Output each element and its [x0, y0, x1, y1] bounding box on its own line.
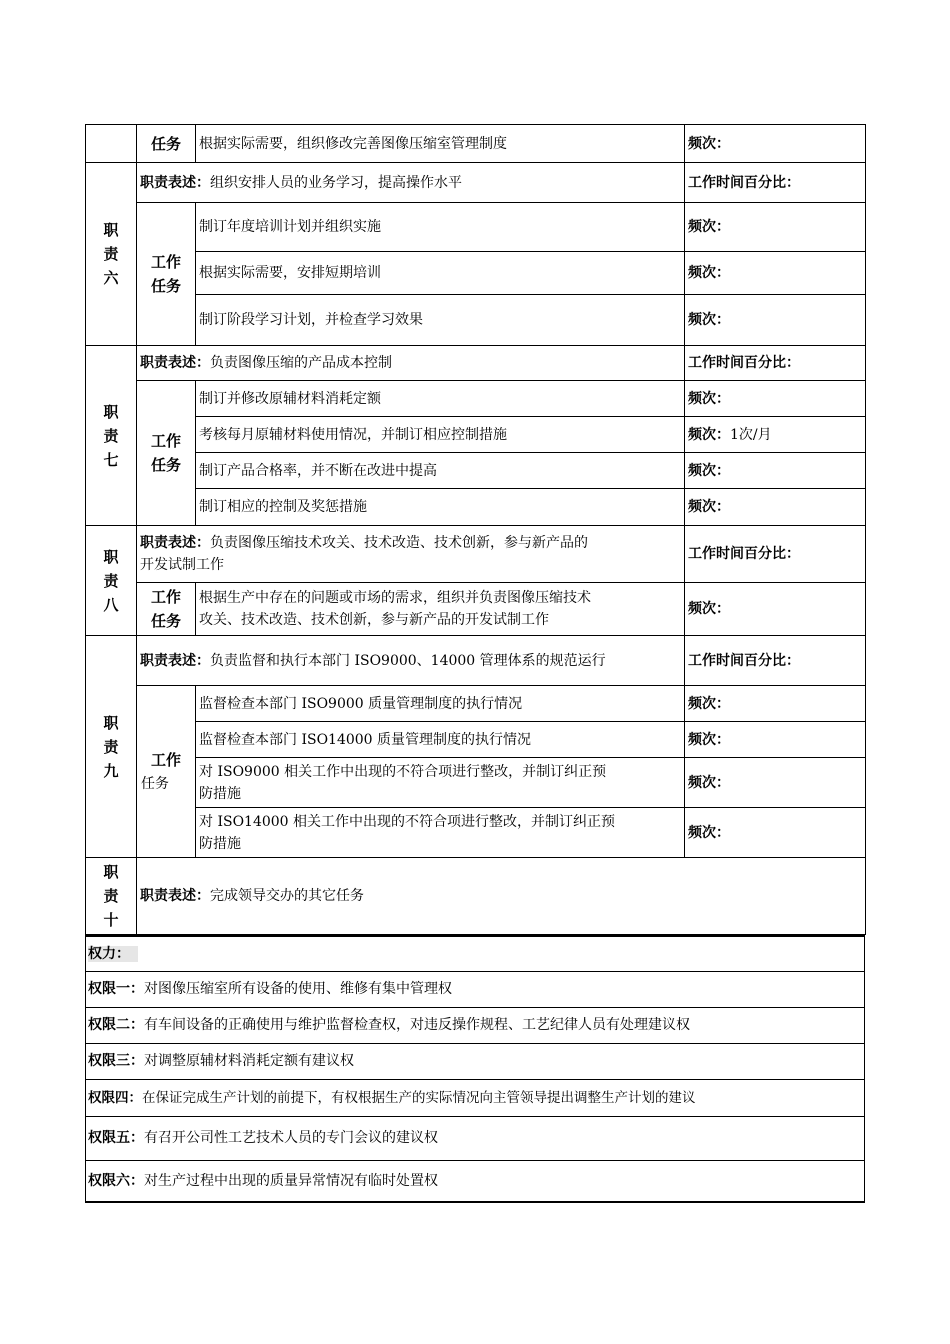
frequency-label: 频次： [685, 453, 866, 489]
duty-7-description: 职责表述：负责图像压缩的产品成本控制 [137, 346, 685, 381]
task-text: 根据实际需要，安排短期培训 [196, 252, 685, 295]
duties-table [85, 124, 866, 935]
empty-cell [86, 125, 137, 163]
table-row [86, 686, 866, 722]
table-row [86, 722, 866, 758]
time-percent-label: 工作时间百分比： [685, 163, 866, 203]
task-text: 制订并修改原辅材料消耗定额 [196, 381, 685, 417]
frequency-label: 频次： [685, 583, 866, 636]
table-row [86, 203, 866, 252]
duty-7-name: 职 责 七 [86, 346, 137, 526]
duty-10-name: 职 责 十 [86, 858, 137, 935]
task-text: 监督检查本部门 ISO9000 质量管理制度的执行情况 [196, 686, 685, 722]
frequency-label: 频次： [685, 381, 866, 417]
authority-item: 权限三：对调整原辅材料消耗定额有建议权 [86, 1043, 865, 1079]
table-row [86, 417, 866, 453]
frequency-label: 频次： [685, 808, 866, 858]
table-row [86, 381, 866, 417]
task-text: 根据生产中存在的问题或市场的需求，组织并负责图像压缩技术 攻关、技术改造、技术创新，参与新产品的开发试制工作 [196, 583, 685, 636]
table-row [86, 758, 866, 808]
task-text: 对 ISO14000 相关工作中出现的不符合项进行整改，并制订纠正预 防措施 [196, 808, 685, 858]
table-row [86, 858, 866, 935]
frequency-cell: 频次：1次/月 [685, 417, 866, 453]
table-row [86, 125, 866, 163]
table-row [86, 636, 866, 686]
table-row [86, 163, 866, 203]
table-row [86, 808, 866, 858]
duty-9-description: 职责表述：负责监督和执行本部门 ISO9000、14000 管理体系的规范运行 [137, 636, 685, 686]
table-row [86, 346, 866, 381]
work-task-label: 工作 任务 [137, 583, 196, 636]
task-text: 制订阶段学习计划，并检查学习效果 [196, 295, 685, 346]
authority-item: 权限五：有召开公司性工艺技术人员的专门会议的建议权 [86, 1116, 865, 1160]
table-row [86, 971, 865, 1007]
table-row [86, 1079, 865, 1116]
task-text: 监督检查本部门 ISO14000 质量管理制度的执行情况 [196, 722, 685, 758]
task-text: 制订产品合格率，并不断在改进中提高 [196, 453, 685, 489]
time-percent-label: 工作时间百分比： [685, 526, 866, 583]
frequency-label: 频次： [685, 252, 866, 295]
authority-title: 权力： [86, 936, 865, 971]
frequency-label: 频次： [685, 295, 866, 346]
frequency-label: 频次： [685, 686, 866, 722]
work-task-label: 工作 任务 [137, 203, 196, 346]
table-row [86, 252, 866, 295]
table-row [86, 1160, 865, 1202]
frequency-label: 频次： [685, 203, 866, 252]
job-description-page [85, 124, 865, 1203]
authority-item: 权限四：在保证完成生产计划的前提下，有权根据生产的实际情况向主管领导提出调整生产计划的建议 [86, 1079, 865, 1116]
table-row [86, 1116, 865, 1160]
table-row [86, 936, 865, 971]
duty-6-description: 职责表述：组织安排人员的业务学习，提高操作水平 [137, 163, 685, 203]
work-task-label: 工作 任务 [137, 381, 196, 526]
frequency-label: 频次： [685, 758, 866, 808]
table-row [86, 1007, 865, 1043]
duty-8-description: 职责表述：负责图像压缩技术攻关、技术改造、技术创新，参与新产品的 开发试制工作 [137, 526, 685, 583]
time-percent-label: 工作时间百分比： [685, 346, 866, 381]
task-text: 制订年度培训计划并组织实施 [196, 203, 685, 252]
task-label: 任务 [137, 125, 196, 163]
duty-6-name: 职 责 六 [86, 163, 137, 346]
frequency-value: 1次/月 [730, 426, 772, 443]
duty-10-description: 职责表述：完成领导交办的其它任务 [137, 858, 866, 935]
frequency-label: 频次： [685, 125, 866, 163]
authority-table [85, 935, 865, 1203]
table-row [86, 1043, 865, 1079]
table-row [86, 295, 866, 346]
time-percent-label: 工作时间百分比： [685, 636, 866, 686]
authority-item: 权限一：对图像压缩室所有设备的使用、维修有集中管理权 [86, 971, 865, 1007]
table-row [86, 583, 866, 636]
task-text: 制订相应的控制及奖惩措施 [196, 489, 685, 526]
task-text: 考核每月原辅材料使用情况，并制订相应控制措施 [196, 417, 685, 453]
authority-item: 权限二：有车间设备的正确使用与维护监督检查权，对违反操作规程、工艺纪律人员有处理建议权 [86, 1007, 865, 1043]
work-task-label: 工作 任务 [137, 686, 196, 858]
duty-8-name: 职 责 八 [86, 526, 137, 636]
frequency-label: 频次： [685, 722, 866, 758]
table-row [86, 453, 866, 489]
task-text: 对 ISO9000 相关工作中出现的不符合项进行整改，并制订纠正预 防措施 [196, 758, 685, 808]
table-row [86, 489, 866, 526]
frequency-label: 频次： [685, 489, 866, 526]
table-row [86, 526, 866, 583]
duty-9-name: 职 责 九 [86, 636, 137, 858]
task-text: 根据实际需要，组织修改完善图像压缩室管理制度 [196, 125, 685, 163]
authority-item: 权限六：对生产过程中出现的质量异常情况有临时处置权 [86, 1160, 865, 1202]
